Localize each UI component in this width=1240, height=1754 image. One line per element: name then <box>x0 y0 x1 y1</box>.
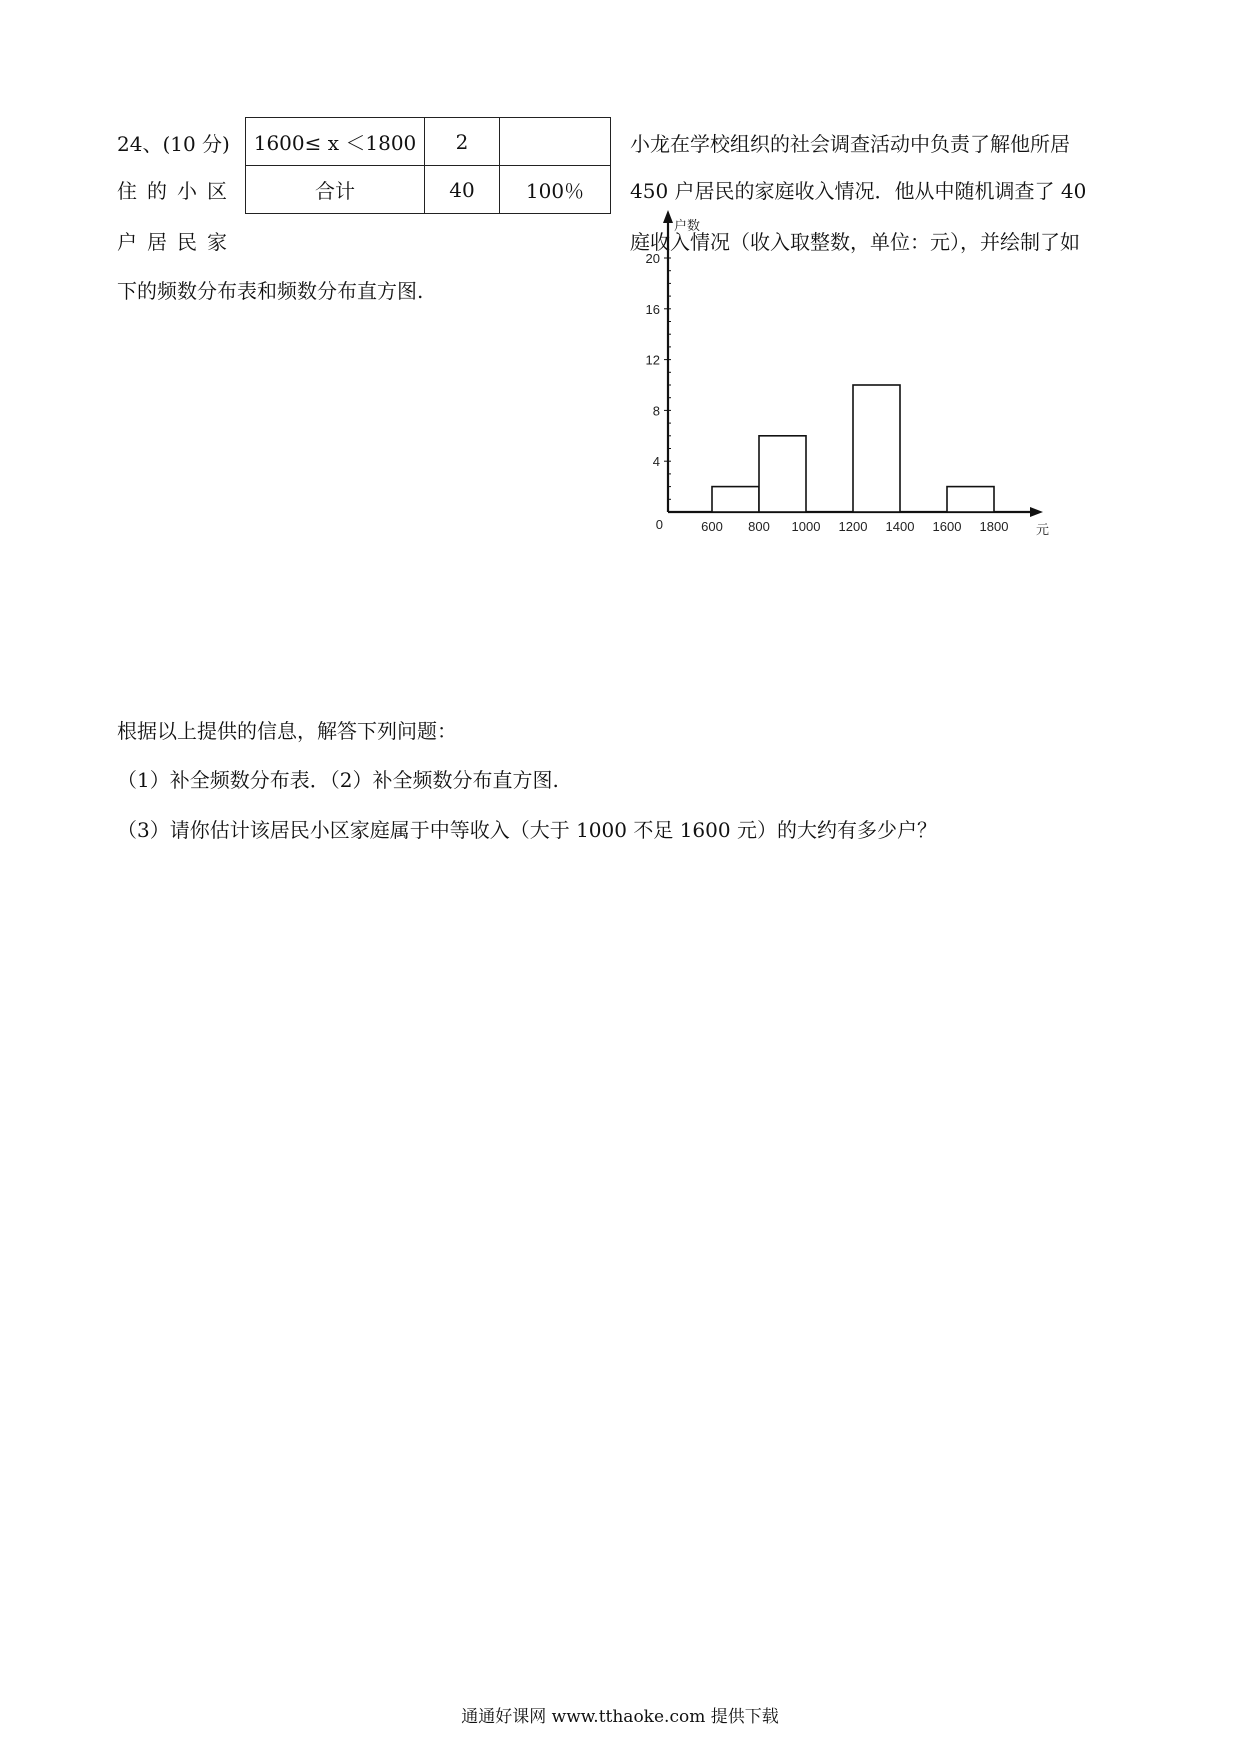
histogram-bar <box>853 385 900 512</box>
table-row <box>246 166 611 214</box>
question-line-4: 下的频数分布表和频数分布直方图. <box>117 279 424 303</box>
y-axis-arrow <box>663 210 673 223</box>
y-axis-title: 户数 <box>674 218 701 233</box>
footer-source: 通通好课网 www.tthaoke.com 提供下载 <box>461 1707 779 1727</box>
y-tick-label: 16 <box>645 301 660 317</box>
instructions-intro: 根据以上提供的信息，解答下列问题： <box>117 719 457 743</box>
char: 住 <box>117 179 137 203</box>
table-cell: 2 <box>425 118 500 166</box>
question-left-line-2 <box>117 178 227 204</box>
char: 区 <box>207 179 227 203</box>
x-tick-label: 1200 <box>838 519 868 534</box>
table-cell: 合计 <box>246 166 425 214</box>
y-tick-label: 20 <box>645 251 660 266</box>
histogram-bar <box>947 487 994 512</box>
x-tick-label: 800 <box>748 519 770 534</box>
instruction-q3: （3）请你估计该居民小区家庭属于中等收入（大于 1000 不足 1600 元）的大约有多少户？ <box>117 818 937 842</box>
table-cell: 100％ <box>500 166 611 214</box>
char: 的 <box>147 179 167 203</box>
char: 家 <box>207 230 227 254</box>
table-cell: 1600≤ x ＜1800 <box>246 118 425 166</box>
origin-label: 0 <box>655 517 663 532</box>
frequency-table <box>245 117 611 214</box>
y-tick-label: 8 <box>652 403 660 419</box>
table-row <box>246 118 611 166</box>
x-axis-title: 元 <box>1036 522 1050 537</box>
x-axis-arrow <box>1030 507 1043 517</box>
y-tick-label: 4 <box>652 454 660 470</box>
char: 民 <box>177 230 197 254</box>
x-tick-label: 1600 <box>932 519 962 534</box>
x-tick-label: 1400 <box>885 519 915 534</box>
table-cell-blank <box>500 118 611 166</box>
histogram-bar <box>759 436 806 512</box>
char: 居 <box>147 230 167 254</box>
char: 户 <box>117 230 137 254</box>
question-right-line-3: 庭收入情况（收入取整数，单位：元），并绘制了如 <box>630 230 1080 254</box>
y-tick-label: 12 <box>645 352 660 368</box>
instruction-q1-q2: （1）补全频数分布表．（2）补全频数分布直方图. <box>117 768 559 792</box>
frequency-histogram <box>640 200 1070 545</box>
x-tick-label: 600 <box>701 519 723 534</box>
question-right-line-1: 小龙在学校组织的社会调查活动中负责了解他所居 <box>630 132 1070 156</box>
question-number: 24、(10 分) <box>117 132 230 156</box>
x-tick-label: 1800 <box>979 519 1009 534</box>
histogram-bar <box>712 487 759 512</box>
question-left-line-3 <box>117 229 227 255</box>
question-right-line-2: 450 户居民的家庭收入情况．他从中随机调查了 40 <box>630 179 1087 203</box>
x-tick-label: 1000 <box>791 519 821 534</box>
char: 小 <box>177 179 197 203</box>
table-cell: 40 <box>425 166 500 214</box>
